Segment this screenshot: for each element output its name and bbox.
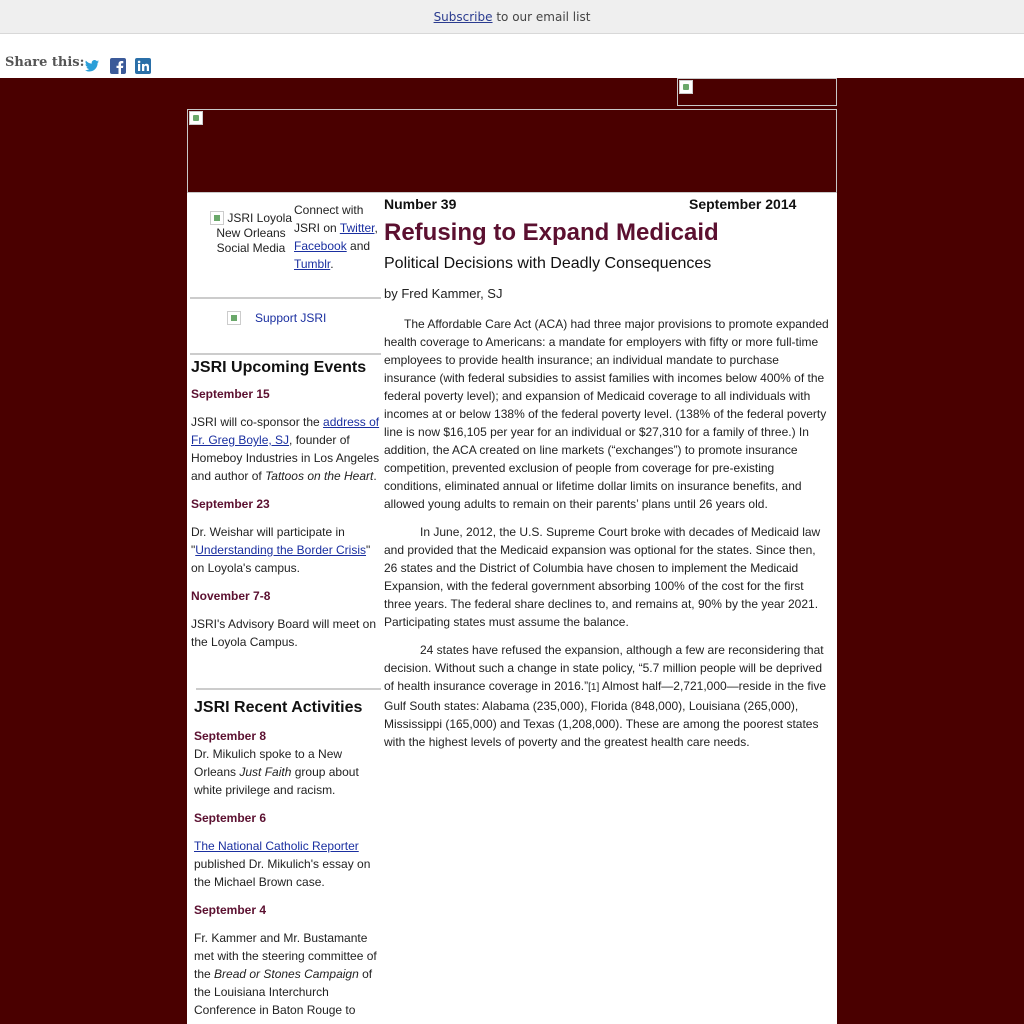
broken-image-icon: [189, 111, 203, 125]
boyle-address-link[interactable]: address of Fr. Greg Boyle, SJ: [191, 415, 380, 447]
ncr-link[interactable]: The National Catholic Reporter: [194, 839, 359, 853]
event-text-part: Dr. Weishar will participate in ": [191, 525, 345, 557]
divider: [190, 297, 381, 299]
linkedin-icon[interactable]: [135, 58, 151, 74]
activity-date: September 6: [194, 811, 267, 825]
campaign-name: Bread or Stones Campaign: [214, 967, 359, 981]
recent-title: JSRI Recent Activities: [194, 699, 363, 716]
broken-image-icon: [227, 311, 241, 325]
period: .: [330, 257, 334, 271]
upcoming-events: [191, 359, 383, 651]
activity-text-part: group about white privilege and racism.: [194, 765, 359, 797]
twitter-icon[interactable]: [84, 58, 100, 74]
event-text: JSRI's Advisory Board will meet on the Loyola Campus.: [191, 617, 377, 649]
twitter-link[interactable]: Twitter: [339, 221, 375, 235]
subscribe-link[interactable]: Subscribe: [433, 10, 493, 24]
article-paragraph: [384, 641, 832, 751]
headline: Refusing to Expand Medicaid: [384, 219, 719, 246]
tumblr-link[interactable]: Tumblr: [294, 257, 331, 271]
social-media-image[interactable]: [199, 211, 303, 256]
activity-text-part: Dr. Mikulich spoke to a New Orleans: [194, 747, 343, 779]
article-body: [384, 315, 832, 761]
event-text: [191, 523, 383, 577]
event-date: September 23: [191, 497, 270, 511]
event-text-part: JSRI will co-sponsor the: [191, 415, 324, 429]
events-title: JSRI Upcoming Events: [191, 359, 367, 376]
issue-number: Number 39: [384, 196, 457, 212]
activity-text: [194, 837, 383, 891]
connect-text: Connect with JSRI on Twitter, Facebook and Tumblr.: [294, 203, 378, 271]
broken-image-icon: [210, 211, 224, 225]
issue-date: September 2014: [689, 196, 797, 212]
social-media-alt-text: JSRI Loyola New Orleans Social Media: [216, 211, 293, 255]
footnote-link[interactable]: [1]: [588, 682, 600, 693]
and-text: and: [346, 239, 371, 253]
activity-text: [194, 929, 383, 1019]
article-text-part: 24 states have refused the expansion, although a few are reconsidering that decision. Without such a change in state policy, “5.7 million people will be deprived of health insurance coverage in 2016.”: [384, 643, 824, 693]
divider: [196, 688, 381, 690]
event-text-part: .: [373, 469, 377, 483]
event-text-part: " on Loyola's campus.: [191, 543, 371, 575]
newsletter-content: [187, 193, 837, 1024]
share-label: Share this:: [5, 55, 85, 70]
activity-text-part: of the Louisiana Interchurch Conference in Baton Rouge to: [194, 967, 373, 1017]
article-paragraph: In June, 2012, the U.S. Supreme Court broke with decades of Medicaid law and provided that the Medicaid expansion was optional for the states. Since then, 26 states and the District of Columbia have chosen to implement the Medicaid Expansion, with the federal government absorbing 100% of the cost for the first three years. The federal share declines to, and remains at, 90% by the year 2021. Participating states must assume the balance.: [384, 525, 821, 629]
event-text: [191, 413, 383, 485]
activity-date: September 4: [194, 903, 267, 917]
recent-activities: [194, 699, 383, 1019]
article-paragraph: The Affordable Care Act (ACA) had three major provisions to promote expanded health coverage to Americans: a mandate for employers with fifty or more full-time employees to provide health insurance; an individual mandate to purchase insurance (with federal subsidies to assist families with incomes below 400% of the federal poverty level); and expansion of Medicaid coverage to all individuals with incomes at or below 138% of the federal poverty level. (138% of the federal poverty line is now $16,105 per year for an individual or $27,310 for a family of three.) In addition, the ACA created on line markets (“exchanges”) to promote insurance competition, prevented exclusion of people from coverage for pre-existing conditions, eliminated annual or lifetime dollar limits on insurance benefits, and allowed young adults to remain on their parents’ plans until 26 years old.: [384, 317, 829, 511]
border-crisis-link[interactable]: Understanding the Border Crisis: [195, 543, 367, 557]
activity-text-part: Fr. Kammer and Mr. Bustamante met with the steering committee of the: [194, 931, 377, 981]
facebook-link[interactable]: Facebook: [294, 239, 347, 253]
event-date: September 15: [191, 387, 270, 401]
broken-image-icon: [679, 80, 693, 94]
header-logo-image: [677, 78, 837, 106]
issue-info: [384, 196, 832, 212]
support-jsri-label: Support JSRI: [255, 311, 327, 325]
group-name: Just Faith: [239, 765, 292, 779]
byline: by Fred Kammer, SJ: [384, 286, 503, 301]
activity-text-part: published Dr. Mikulich's essay on the Michael Brown case.: [194, 857, 371, 889]
connect-prefix: Connect with JSRI on: [294, 203, 364, 235]
activity-text: [194, 745, 383, 799]
article-text-part: Almost half—2,721,000—reside in the five Gulf South states: Alabama (235,000), Florida (848,000), Louisiana (265,000), Mississippi (165,000) and Texas (1,208,000). These are among the poorest states with the highest levels of poverty and the greatest health care needs.: [384, 679, 827, 749]
subheadline: Political Decisions with Deadly Consequences: [384, 255, 712, 272]
activity-date: September 8: [194, 729, 267, 743]
facebook-icon[interactable]: [110, 58, 126, 74]
subscribe-text: to our email list: [492, 10, 591, 24]
share-bar: [0, 34, 1024, 78]
event-date: November 7-8: [191, 589, 271, 603]
support-jsri-link[interactable]: [227, 311, 326, 325]
book-title: Tattoos on the Heart: [265, 469, 374, 483]
subscribe-bar: [0, 0, 1024, 34]
divider: [190, 353, 381, 355]
banner-image: [187, 109, 837, 193]
event-text-part: , founder of Homeboy Industries in Los Angeles and author of: [191, 433, 380, 483]
